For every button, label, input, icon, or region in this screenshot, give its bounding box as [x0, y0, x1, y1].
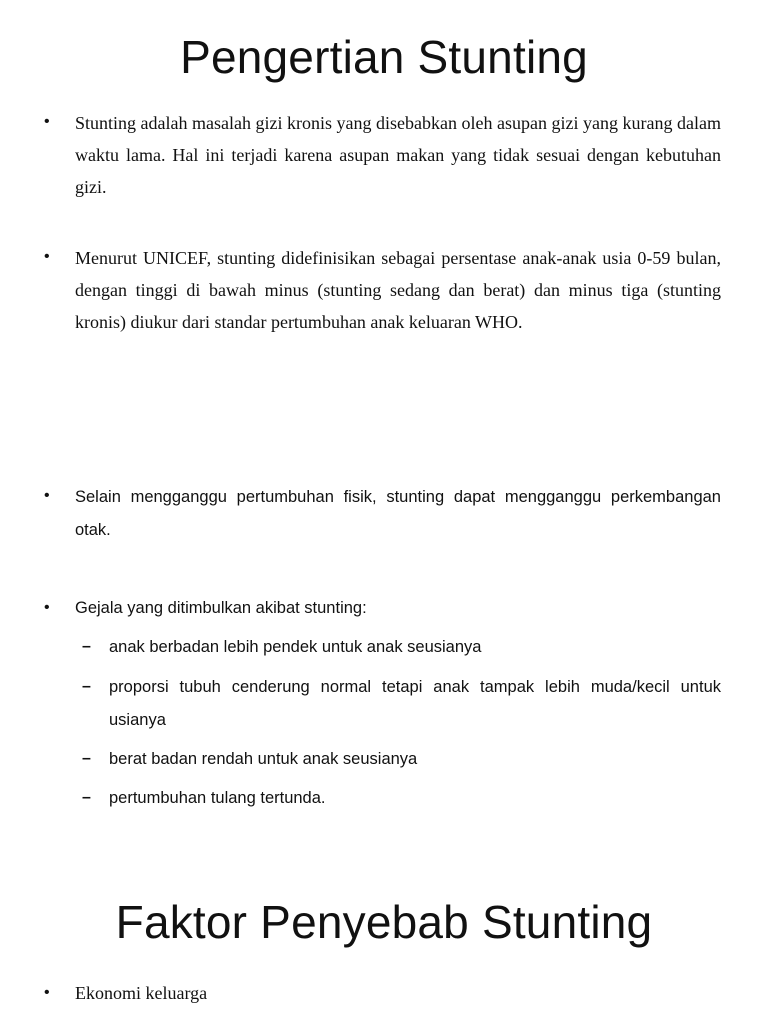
- paragraph-brain-development: Selain mengganggu pertumbuhan fisik, stunting dapat mengganggu perkembangan otak.: [75, 488, 721, 539]
- paragraph-ekonomi-keluarga: Ekonomi keluarga: [75, 983, 208, 1003]
- dash-marker: –: [82, 750, 91, 767]
- paragraph-definition: Stunting adalah masalah gizi kronis yang disebabkan oleh asupan gizi yang kurang dalam waktu lama. Hal ini terjadi karena asupan makan yang tidak sesuai dengan kebutuhan gizi.: [75, 113, 721, 197]
- paragraph-unicef: Menurut UNICEF, stunting didefinisikan sebagai persentase anak-anak usia 0-59 bulan, dengan tinggi di bawah minus (stunting sedang dan berat) dan minus tiga (stunting kronis) diukur dari standar pertumbuhan anak keluaran WHO.: [75, 248, 721, 332]
- page-title-faktor-penyebab: Faktor Penyebab Stunting: [115, 896, 653, 948]
- list-item-symptom: anak berbadan lebih pendek untuk anak seusianya: [109, 638, 482, 656]
- list-item-symptom: proporsi tubuh cenderung normal tetapi anak tampak lebih muda/kecil untuk usianya: [109, 678, 721, 729]
- list-item-symptom: pertumbuhan tulang tertunda.: [109, 789, 326, 807]
- page-title-pengertian-stunting: Pengertian Stunting: [180, 31, 588, 83]
- bullet-marker: •: [44, 248, 50, 265]
- bullet-marker: •: [44, 984, 50, 1001]
- paragraph-symptoms-intro: Gejala yang ditimbulkan akibat stunting:: [75, 599, 367, 617]
- bullet-marker: •: [44, 487, 50, 504]
- bullet-marker: •: [44, 113, 50, 130]
- dash-marker: –: [82, 638, 91, 655]
- bullet-marker: •: [44, 599, 50, 616]
- dash-marker: –: [82, 678, 91, 695]
- list-item-symptom: berat badan rendah untuk anak seusianya: [109, 750, 418, 768]
- dash-marker: –: [82, 789, 91, 806]
